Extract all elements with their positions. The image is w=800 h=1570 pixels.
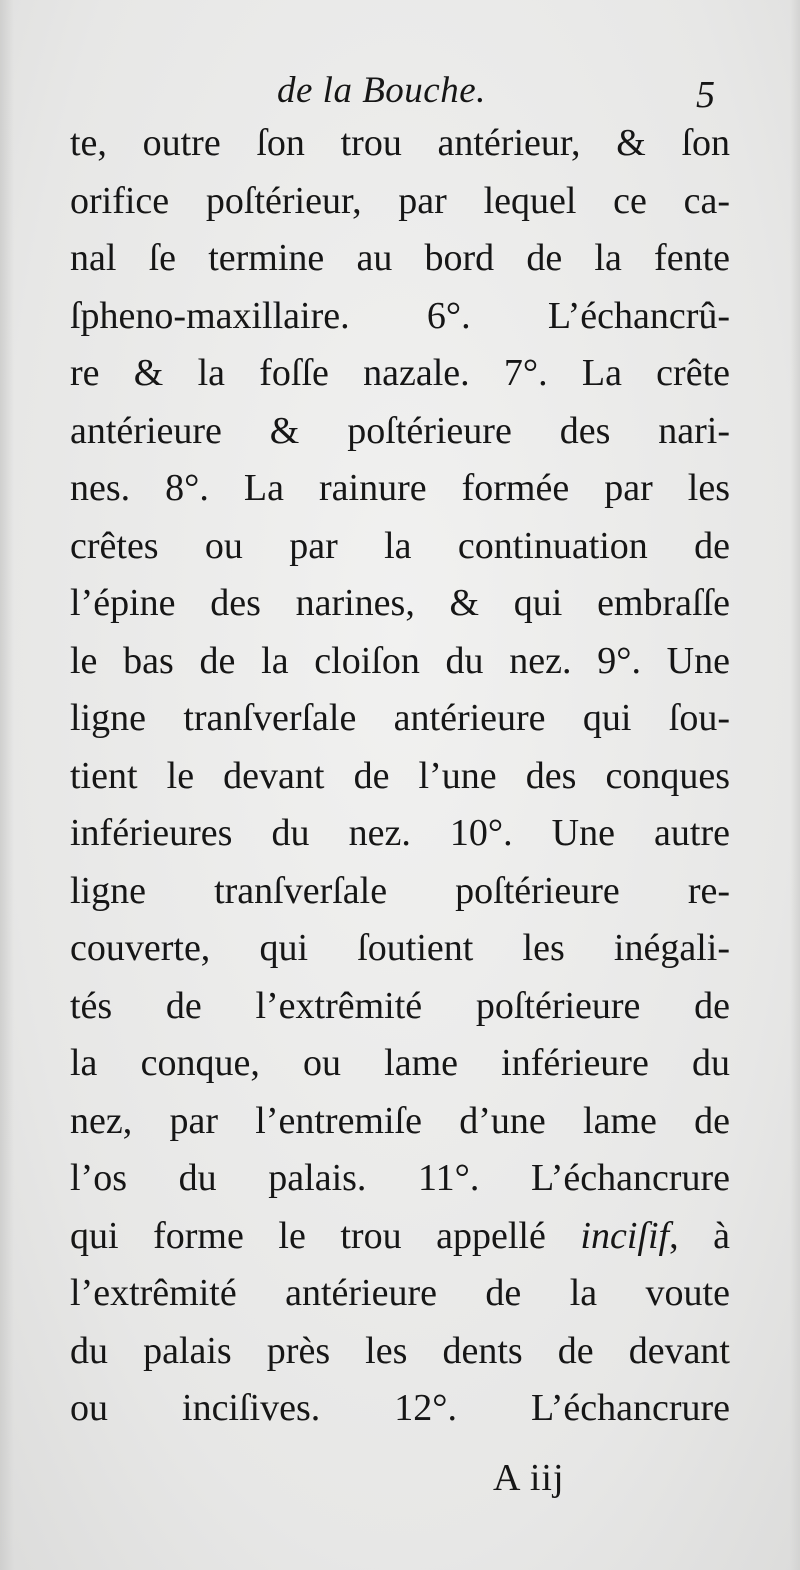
page-edge-shadow-right: [790, 0, 800, 1570]
body-text: [70, 115, 730, 1438]
text-line: orifice poſtérieur, par lequel ce ca-: [70, 179, 730, 222]
text-line: la conque, ou lame inférieure du: [70, 1042, 730, 1084]
text-line: le bas de la cloiſon du nez. 9°. Une: [70, 639, 730, 682]
text-line: antérieure & poſtérieure des nari-: [70, 409, 730, 452]
text-line: l’extrêmité antérieure de la voute: [70, 1272, 730, 1314]
running-title: de la Bouche.: [277, 70, 486, 111]
line-prefix: qui forme le trou appellé: [70, 1214, 581, 1257]
page-number: 5: [696, 74, 715, 116]
text-line: te, outre ſon trou antérieur, & ſon: [70, 122, 730, 164]
line-suffix: , à: [669, 1214, 730, 1257]
text-line: crêtes ou par la continuation de: [70, 524, 730, 567]
text-line: couverte, qui ſoutient les inégali-: [70, 927, 730, 969]
text-line: nes. 8°. La rainure formée par les: [70, 467, 730, 509]
text-line: ligne tranſverſale antérieure qui ſou-: [70, 697, 730, 739]
text-line-with-italic: [70, 1208, 730, 1266]
text-line: l’os du palais. 11°. L’échancrure: [70, 1157, 730, 1199]
page-edge-shadow-left: [0, 0, 14, 1570]
text-line: nal ſe termine au bord de la fente: [70, 237, 730, 279]
text-line: tés de l’extrêmité poſtérieure de: [70, 984, 730, 1027]
running-head: [0, 66, 800, 116]
text-line: re & la foſſe nazale. 7°. La crête: [70, 352, 730, 394]
italic-term: inciſif: [580, 1214, 670, 1257]
text-line: ſpheno-maxillaire. 6°. L’échancrû-: [70, 294, 730, 337]
text-line: ligne tranſverſale poſtérieure re-: [70, 869, 730, 912]
text-line: tient le devant de l’une des conques: [70, 754, 730, 797]
text-line: l’épine des narines, & qui embraſſe: [70, 582, 730, 624]
signature-mark: A iij: [493, 1457, 565, 1499]
text-line: inférieures du nez. 10°. Une autre: [70, 812, 730, 854]
text-line: ou inciſives. 12°. L’échancrure: [70, 1387, 730, 1429]
text-line: du palais près les dents de devant: [70, 1329, 730, 1372]
text-line: nez, par l’entremiſe d’une lame de: [70, 1099, 730, 1142]
